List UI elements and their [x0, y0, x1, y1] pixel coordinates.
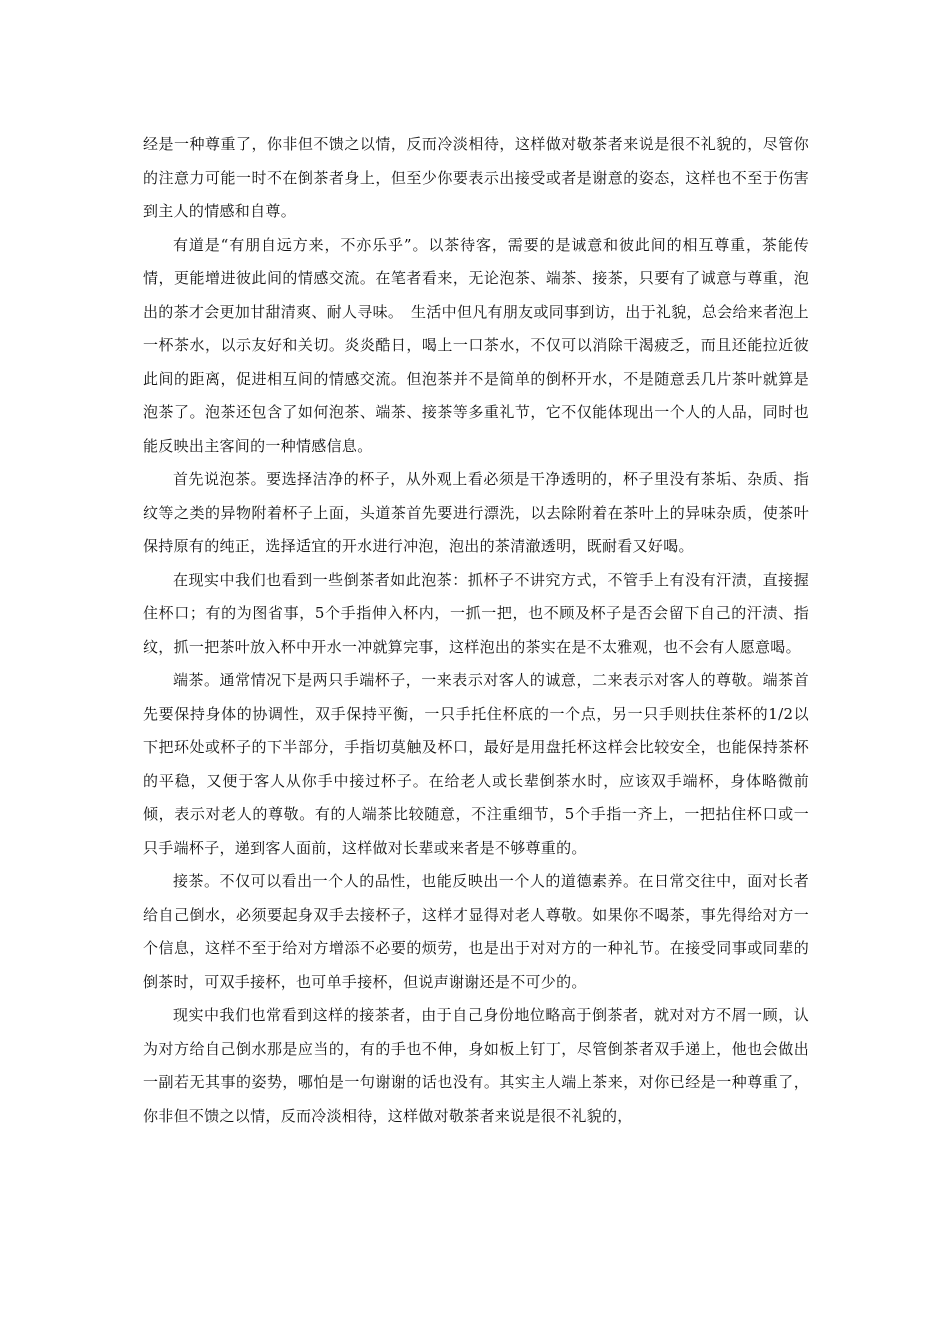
- paragraph-rude-receivers: 现实中我们也常看到这样的接茶者，由于自己身份地位略高于倒茶者，就对对方不屑一顾，认为对方给自己倒水那是应当的，有的手也不伸，身如板上钉丁，尽管倒茶者双手递上，他也会做出一副若无其事的姿势，哪怕是一句谢谢的话也没有。其实主人端上茶来，对你已经是一种尊重了，你非但不馈之以情，反而冷淡相待，这样做对敬茶者来说是很不礼貌的，: [143, 1006, 809, 1125]
- paragraph-bad-brewing: 在现实中我们也看到一些倒茶者如此泡茶：抓杯子不讲究方式，不管手上有没有汗渍，直接握住杯口；有的为图省事，5个手指伸入杯内，一抓一把，也不顾及杯子是否会留下自己的汗渍、指纹，抓一把茶叶放入杯中开水一冲就算完事，这样泡出的茶实在是不太雅观，也不会有人愿意喝。: [143, 570, 809, 656]
- paragraph-friends-from-afar: 有道是“有朋自远方来，不亦乐乎”。以茶待客，需要的是诚意和彼此间的相互尊重，茶能传情，更能增进彼此间的情感交流。在笔者看来，无论泡茶、端茶、接茶，只要有了诚意与尊重，泡出的茶才会更加甘甜清爽、耐人寻味。 生活中但凡有朋友或同事到访，出于礼貌，总会给来者泡上一杯茶水，以示友好和关切。炎炎酷日，喝上一口茶水，不仅可以消除干渴疲乏，而且还能拉近彼此间的距离，促进相互间的情感交流。但泡茶并不是简单的倒杯开水，不是随意丢几片茶叶就算是泡茶了。泡茶还包含了如何泡茶、端茶、接茶等多重礼节，它不仅能体现出一个人的人品，同时也能反映出主客间的一种情感信息。: [143, 235, 809, 455]
- paragraph-receiving-tea: 接茶。不仅可以看出一个人的品性，也能反映出一个人的道德素养。在日常交往中，面对长者给自己倒水，必须要起身双手去接杯子，这样才显得对老人尊敬。如果你不喝茶，事先得给对方一个信息，这样不至于给对方增添不必要的烦劳，也是出于对对方的一种礼节。在接受同事或同辈的倒茶时，可双手接杯，也可单手接杯，但说声谢谢还是不可少的。: [143, 872, 809, 991]
- paragraph-continued: 经是一种尊重了，你非但不馈之以情，反而冷淡相待，这样做对敬茶者来说是很不礼貌的，尽管你的注意力可能一时不在倒茶者身上，但至少你要表示出接受或者是谢意的姿态，这样也不至于伤害到主人的情感和自尊。: [143, 135, 809, 220]
- document-body: [143, 128, 809, 1133]
- paragraph-serving-tea: 端茶。通常情况下是两只手端杯子，一来表示对客人的诚意，二来表示对客人的尊敬。端茶首先要保持身体的协调性，双手保持平衡，一只手托住杯底的一个点，另一只手则扶住茶杯的1/2以下把环处或杯子的下半部分，手指切莫触及杯口，最好是用盘托杯这样会比较安全，也能保持茶杯的平稳，又便于客人从你手中接过杯子。在给老人或长辈倒茶水时，应该双手端杯，身体略微前倾，表示对老人的尊敬。有的人端茶比较随意，不注重细节，5个手指一齐上，一把拈住杯口或一只手端杯子，递到客人面前，这样做对长辈或来者是不够尊重的。: [143, 671, 809, 857]
- paragraph-brewing-tea: 首先说泡茶。要选择洁净的杯子，从外观上看必须是干净透明的，杯子里没有茶垢、杂质、指纹等之类的异物附着杯子上面，头道茶首先要进行漂洗，以去除附着在茶叶上的异味杂质，使茶叶保持原有的纯正，选择适宜的开水进行冲泡，泡出的茶清澈透明，既耐看又好喝。: [143, 470, 809, 555]
